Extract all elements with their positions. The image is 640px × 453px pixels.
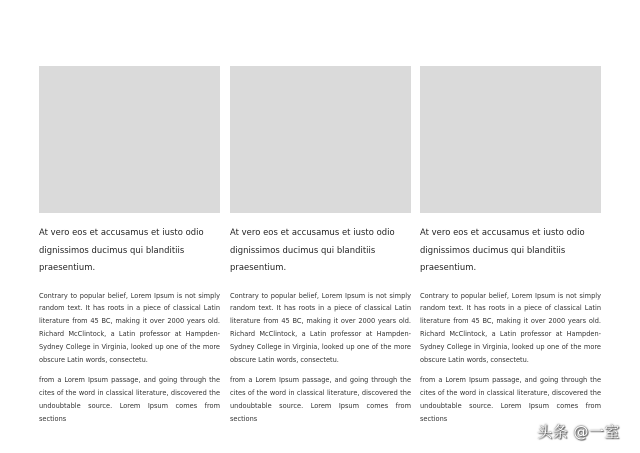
image-placeholder [230,66,411,213]
column-paragraph-2: from a Lorem Ipsum passage, and going through the cites of the word in classical literature, discovered the undoubtable source. Lorem Ipsum comes from sections [39,375,220,423]
column-2 [230,66,411,426]
column-paragraph-1: Contrary to popular belief, Lorem Ipsum is not simply random text. It has roots in a piece of classical Latin literature from 45 BC, making it over 2000 years old. Richard McClintock, a Latin professor at Hampden-Sydney College in Virginia, looked up one of the more obscure Latin words, consectetu. [39,291,220,365]
column-heading: At vero eos et accusamus et iusto odio dignissimos ducimus qui blanditiis praesentium. [230,227,395,272]
column-paragraph-2: from a Lorem Ipsum passage, and going through the cites of the word in classical literature, discovered the undoubtable source. Lorem Ipsum comes from sections [420,375,601,423]
watermark-text: 头条 @一室 [537,423,620,441]
column-paragraph-1: Contrary to popular belief, Lorem Ipsum is not simply random text. It has roots in a piece of classical Latin literature from 45 BC, making it over 2000 years old. Richard McClintock, a Latin professor at Hampden-Sydney College in Virginia, looked up one of the more obscure Latin words, consectetu. [420,291,601,365]
column-paragraph-2: from a Lorem Ipsum passage, and going through the cites of the word in classical literature, discovered the undoubtable source. Lorem Ipsum comes from sections [230,375,411,423]
column-1 [39,66,220,426]
column-paragraph-1: Contrary to popular belief, Lorem Ipsum is not simply random text. It has roots in a piece of classical Latin literature from 45 BC, making it over 2000 years old. Richard McClintock, a Latin professor at Hampden-Sydney College in Virginia, looked up one of the more obscure Latin words, consectetu. [230,291,411,365]
column-heading: At vero eos et accusamus et iusto odio dignissimos ducimus qui blanditiis praesentium. [420,227,585,272]
image-placeholder [420,66,601,213]
column-3 [420,66,601,426]
image-placeholder [39,66,220,213]
column-heading: At vero eos et accusamus et iusto odio dignissimos ducimus qui blanditiis praesentium. [39,227,204,272]
